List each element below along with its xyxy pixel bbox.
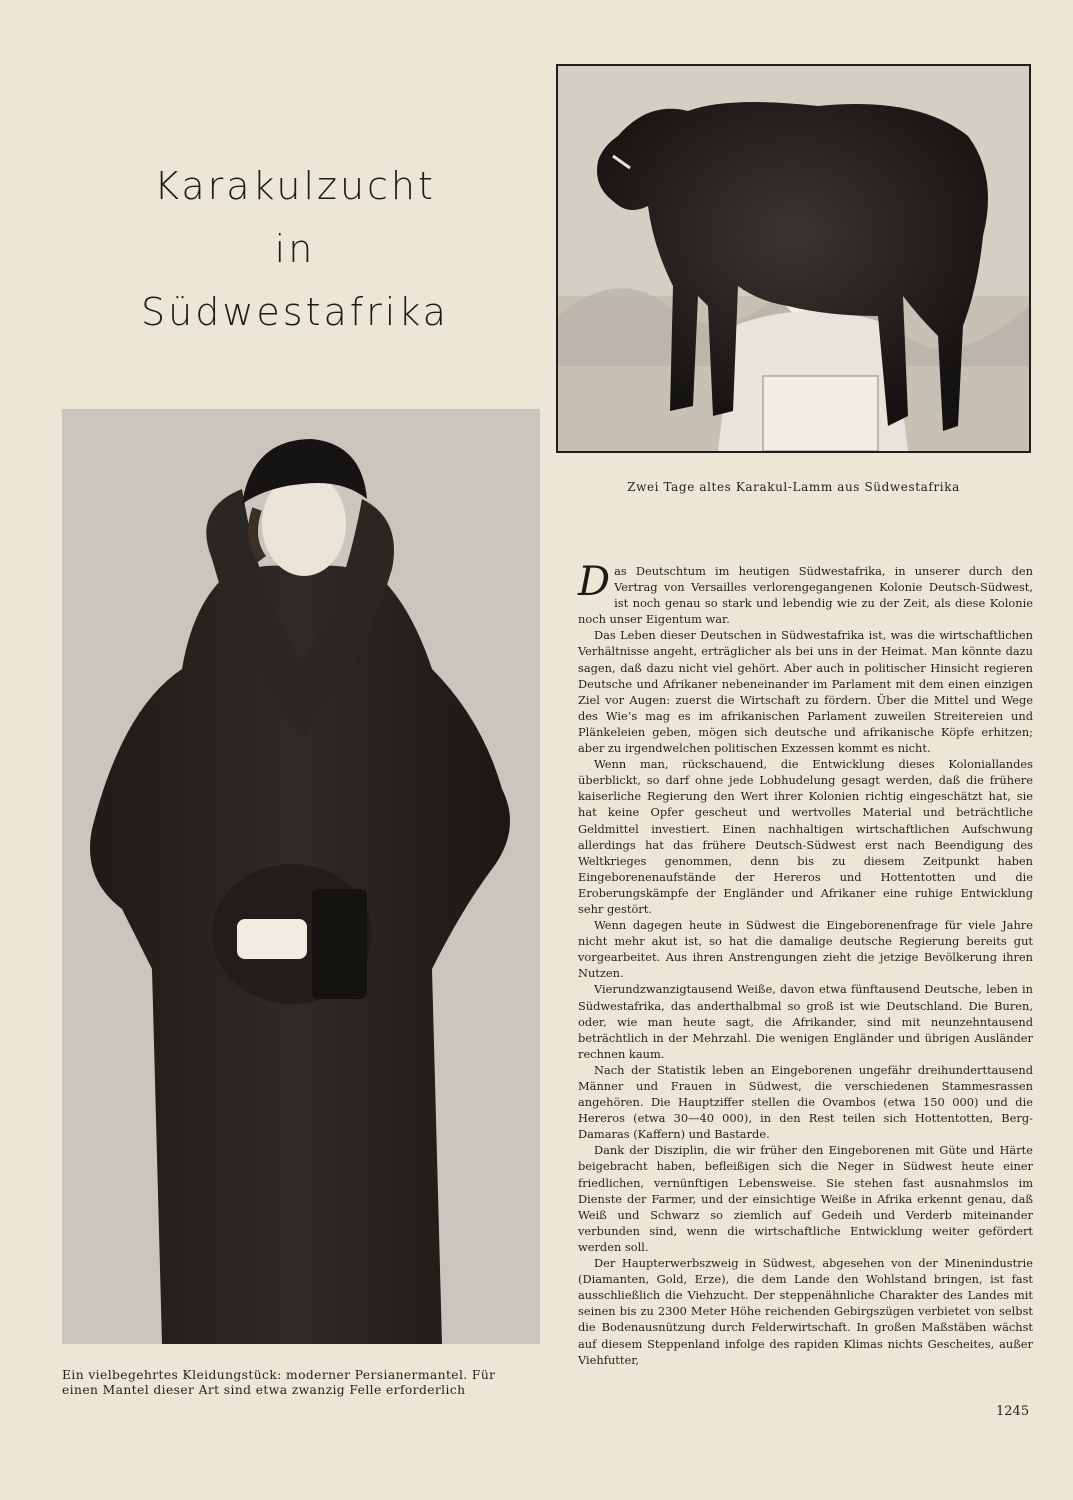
title-line-2: in xyxy=(274,227,316,271)
paragraph-1-text: as Deutschtum im heutigen Südwestafrika, in unserer durch den Vertrag von Versailles verlorengegangenen Kolonie Deutsch-Südwest, ist noch genau so stark und lebendig wie zu der Zeit, als diese Kolonie noch unser Eigentum war. xyxy=(578,564,1033,627)
title-line-1: Karakulzucht xyxy=(154,164,436,208)
article-paragraph: Das Leben dieser Deutschen in Südwestafrika ist, was die wirtschaftlichen Verhältnisse angeht, erträglicher als bei uns in der Heimat. Man könnte dazu sagen, daß dazu nicht viel gehört. Aber auch in politischer Hinsicht regieren Deutsche und Afrikaner nebeneinander im Parlament mit dem einen einzigen Ziel vor Augen: zuerst die Wirtschaft zu fördern. Über die Mittel und Wege des Wie’s mag es im afrikanischen Parlament zuweilen Streitereien und Plänkeleien geben, mögen sich deutsche und afrikanische Köpfe erhitzen; aber zu irgendwelchen politischen Exzessen kommt es nicht. xyxy=(578,628,1033,756)
coat-photo-illustration xyxy=(62,409,540,1344)
drop-cap: D xyxy=(578,559,611,605)
coat-photo xyxy=(62,409,540,1344)
article-paragraph: Vierundzwanzigtausend Weiße, davon etwa fünftausend Deutsche, leben in Südwestafrika, das anderthalbmal so groß ist wie Deutschland. Die Buren, oder, wie man heute sagt, die Afrikander, sind mit neunzehntausend beträchtlich in der Mehrzahl. Die wenigen Engländer und übrigen Ausländer rechnen kaum. xyxy=(578,982,1033,1061)
article-title xyxy=(110,155,480,344)
article-paragraph: Wenn man, rückschauend, die Entwicklung dieses Koloniallandes überblickt, so darf ohne jede Lobhudelung gesagt werden, daß die frühere kaiserliche Regierung den Wert ihrer Kolonien richtig eingeschätzt hat, sie hat keine Opfer gescheut und wertvolles Material und beträchtliche Geldmittel investiert. Einen nachhaltigen wirtschaftlichen Aufschwung allerdings hat das frühere Deutsch-Südwest erst nach Beendigung des Weltkrieges genommen, denn bis zu diesem Zeitpunkt haben Eingeborenenaufstände der Hereros und Hottentotten und die Eroberungskämpfe der Engländer und Afrikaner eine ruhige Entwicklung sehr gestört. xyxy=(578,757,1033,916)
article-paragraph: Dank der Disziplin, die wir früher den Eingeborenen mit Güte und Härte beigebracht haben, befleißigen sich die Neger in Südwest heute einer friedlichen, vernünftigen Lebensweise. Sie stehen fast ausnahmslos im Dienste der Farmer, und der einsichtige Weiße in Afrika erkennt genau, daß Weiß und Schwarz so ziemlich auf Gedeih und Verderb miteinander verbunden sind, wenn die wirtschaftliche Entwicklung weiter gefördert werden soll. xyxy=(578,1143,1033,1254)
page-number: 1245 xyxy=(996,1404,1030,1419)
article-paragraph: Wenn dagegen heute in Südwest die Eingeborenenfrage für viele Jahre nicht mehr akut ist, so hat die damalige deutsche Regierung bereits gut vorgearbeitet. Aus ihren Anstrengungen zieht die jetzige Bevölkerung ihren Nutzen. xyxy=(578,918,1033,981)
coat-caption xyxy=(62,1368,540,1398)
article-paragraph: Der Haupterwerbszweig in Südwest, abgesehen von der Minenindustrie (Diamanten, Gold, Erze), die dem Lande den Wohlstand bringen, ist fast ausschließlich die Viehzucht. Der steppenähnliche Charakter des Landes mit seinen bis zu 2300 Meter Höhe reichenden Gebirgszügen verbietet von selbst die Bodenausnützung durch Felderwirtschaft. In großen Maßstäben wächst auf diesem Steppenland infolge des rapiden Klimas nichts Gescheites, außer Viehfutter, xyxy=(578,1256,1033,1367)
title-line-3: Südwestafrika xyxy=(141,290,449,334)
lamb-photo xyxy=(556,64,1031,453)
lamb-caption: Zwei Tage altes Karakul-Lamm aus Südwestafrika xyxy=(627,480,960,494)
coat-caption-line-2: einen Mantel dieser Art sind etwa zwanzig Felle erforderlich xyxy=(62,1383,466,1397)
lamb-photo-illustration xyxy=(558,66,1029,451)
article-body xyxy=(578,559,1033,1368)
coat-caption-line-1: Ein vielbegehrtes Kleidungstück: moderner Persianermantel. Für xyxy=(62,1368,496,1382)
article-paragraph: Nach der Statistik leben an Eingeborenen ungefähr dreihunderttausend Männer und Frauen in Südwest, die verschiedenen Stammesrassen angehören. Die Hauptziffer stellen die Ovambos (etwa 150 000) und die Hereros (etwa 30—40 000), in den Rest teilen sich Hottentotten, Berg-Damaras (Kaffern) und Bastarde. xyxy=(578,1062,1033,1142)
article-paragraph xyxy=(578,559,1033,627)
